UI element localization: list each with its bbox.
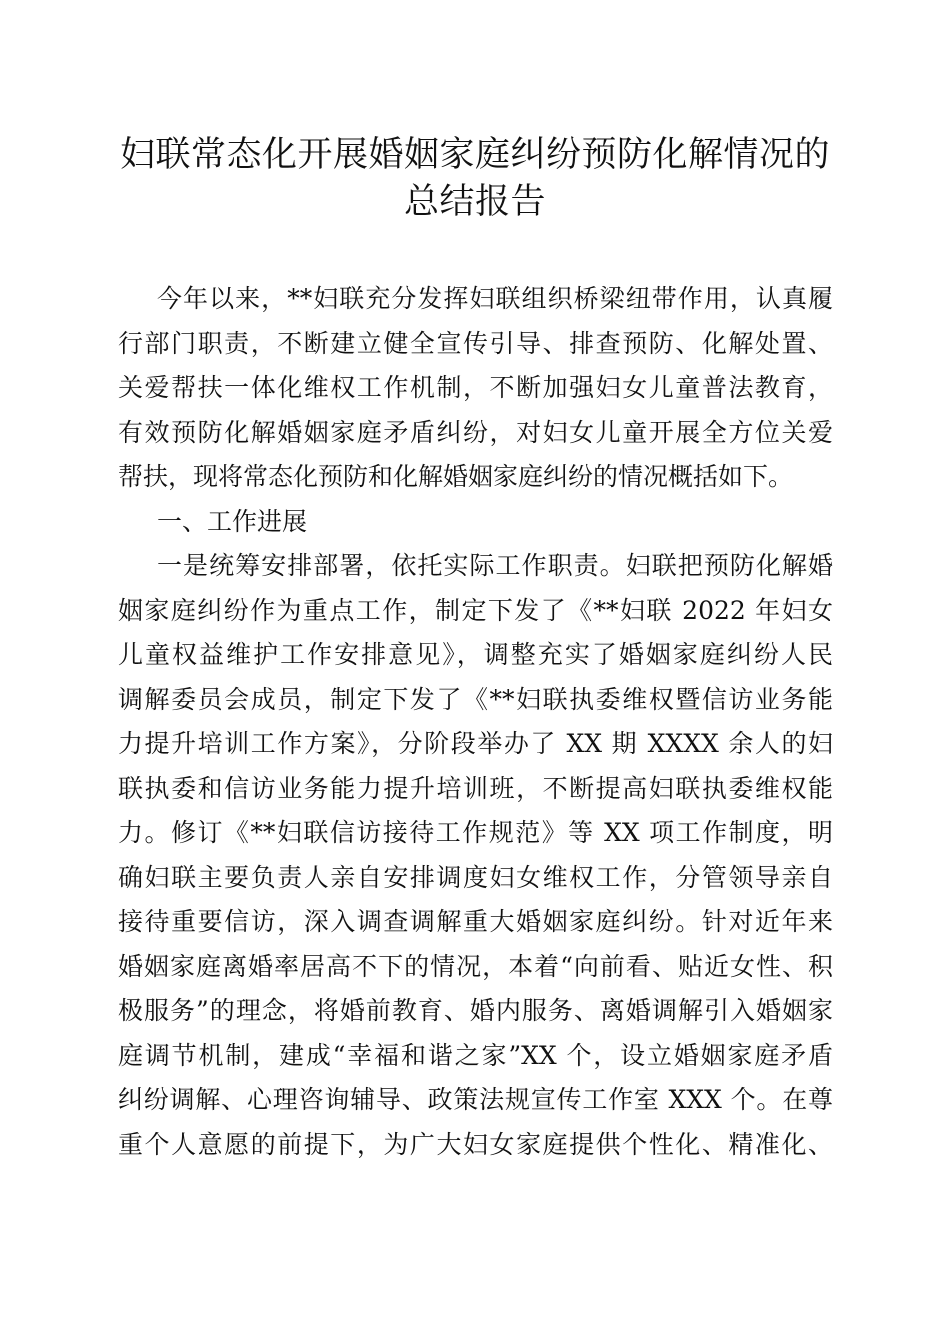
- document-title: [110, 132, 840, 226]
- section1-line-13: 纠纷调解、心理咨询辅导、政策法规宣传工作室 XXX 个。在尊: [118, 1085, 833, 1114]
- section1-line-11: 极服务”的理念，将婚前教育、婚内服务、离婚调解引入婚姻家: [118, 996, 833, 1025]
- intro-line-1: 今年以来，**妇联充分发挥妇联组织桥梁纽带作用，认真履: [157, 284, 833, 313]
- section1-line-10: 婚姻家庭离婚率居高不下的情况，本着“向前看、贴近女性、积: [118, 951, 833, 981]
- section1-line-1: 一是统筹安排部署，依托实际工作职责。妇联把预防化解婚: [157, 551, 833, 580]
- section1-line-2: 姻家庭纠纷作为重点工作，制定下发了《**妇联 2022 年妇女: [118, 595, 833, 625]
- title-line-2: 总结报告: [403, 182, 546, 222]
- section1-line-14: 重个人意愿的前提下，为广大妇女家庭提供个性化、精准化、: [118, 1129, 833, 1159]
- section1-line-5: 力提升培训工作方案》，分阶段举办了 XX 期 XXXX 余人的妇: [118, 729, 833, 758]
- intro-line-2: 行部门职责，不断建立健全宣传引导、排查预防、化解处置、: [118, 328, 833, 358]
- title-line-1: 妇联常态化开展婚姻家庭纠纷预防化解情况的: [119, 135, 830, 175]
- section1-line-3: 儿童权益维护工作安排意见》，调整充实了婚姻家庭纠纷人民: [118, 640, 833, 669]
- section1-line-12: 庭调节机制，建成“幸福和谐之家”XX 个，设立婚姻家庭矛盾: [118, 1040, 833, 1070]
- section1-line-6: 联执委和信访业务能力提升培训班，不断提高妇联执委维权能: [118, 773, 833, 803]
- document-body: [118, 277, 833, 1167]
- intro-line-4: 有效预防化解婚姻家庭矛盾纠纷，对妇女儿童开展全方位关爱: [118, 417, 833, 447]
- section1-line-8: 确妇联主要负责人亲自安排调度妇女维权工作，分管领导亲自: [118, 862, 833, 892]
- section1-line-7: 力。修订《**妇联信访接待工作规范》等 XX 项工作制度，明: [118, 818, 833, 847]
- intro-line-3: 关爱帮扶一体化维权工作机制，不断加强妇女儿童普法教育，: [118, 373, 833, 402]
- section1-line-4: 调解委员会成员，制定下发了《**妇联执委维权暨信访业务能: [118, 684, 833, 714]
- intro-line-5: 帮扶，现将常态化预防和化解婚姻家庭纠纷的情况概括如下。: [118, 462, 794, 491]
- section1-line-9: 接待重要信访，深入调查调解重大婚姻家庭纠纷。针对近年来: [118, 907, 833, 936]
- section-heading: 一、工作进展: [157, 506, 308, 536]
